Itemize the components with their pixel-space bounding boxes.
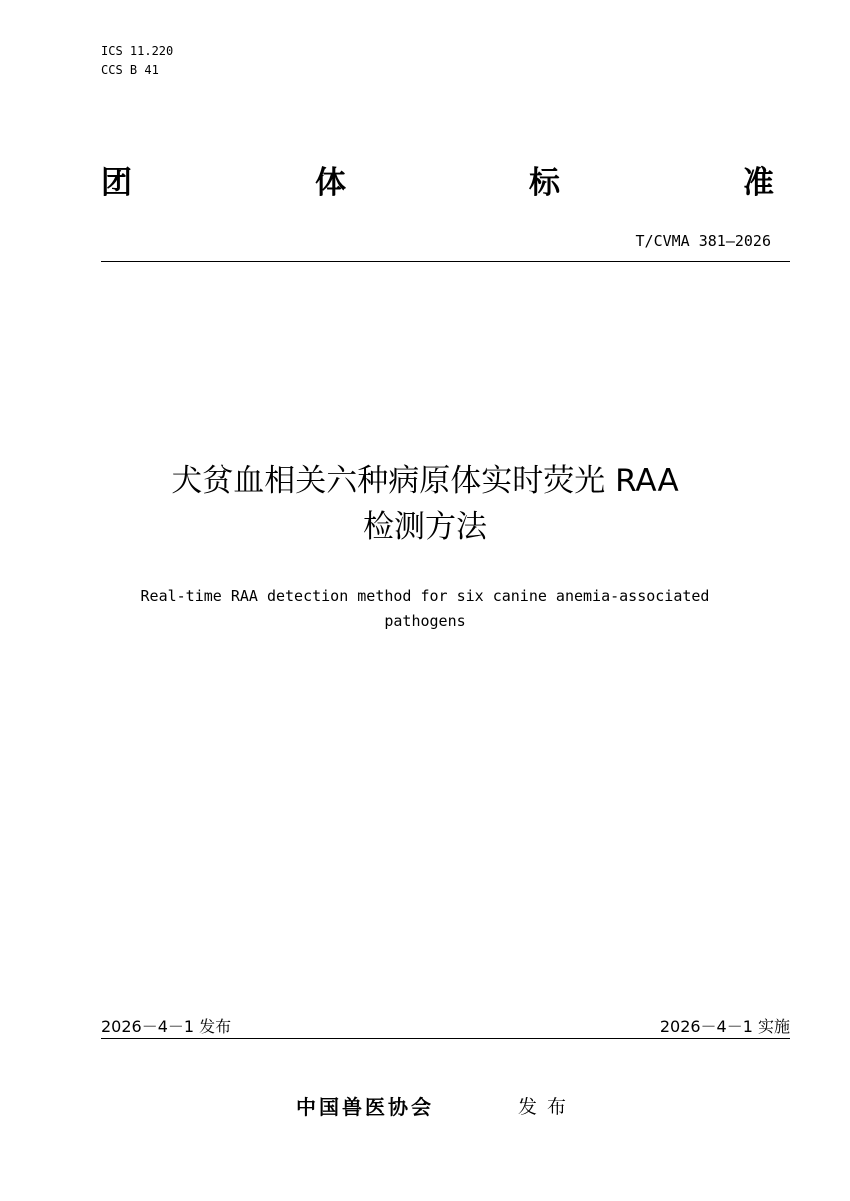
ics-code: ICS 11.220 <box>101 44 174 58</box>
title-chinese-line: 犬贫血相关六种病原体实时荧光 RAA <box>171 463 679 499</box>
publish-label: 发布 <box>518 1096 577 1118</box>
standard-number: T/CVMA 381—2026 <box>635 232 771 250</box>
standard-type-char: 团 <box>101 165 132 201</box>
top-divider <box>101 261 790 262</box>
ccs-code: CCS B 41 <box>101 63 159 77</box>
title-english-line: Real-time RAA detection method for six canine anemia-associated <box>140 587 710 605</box>
effective-date: 2026－4－1 实施 <box>659 1017 790 1036</box>
classification-codes <box>101 42 173 80</box>
bottom-divider <box>101 1038 790 1039</box>
title-english <box>60 584 790 634</box>
standard-type-char: 体 <box>315 165 346 201</box>
standard-type-char: 准 <box>743 165 774 201</box>
standard-type-char: 标 <box>529 165 560 201</box>
issue-date: 2026－4－1 发布 <box>101 1017 232 1036</box>
publisher-name: 中国兽医协会 <box>296 1095 434 1119</box>
title-english-line: pathogens <box>384 612 466 630</box>
standard-type-heading <box>101 158 774 208</box>
title-chinese <box>60 458 790 550</box>
title-chinese-line: 检测方法 <box>363 509 487 545</box>
